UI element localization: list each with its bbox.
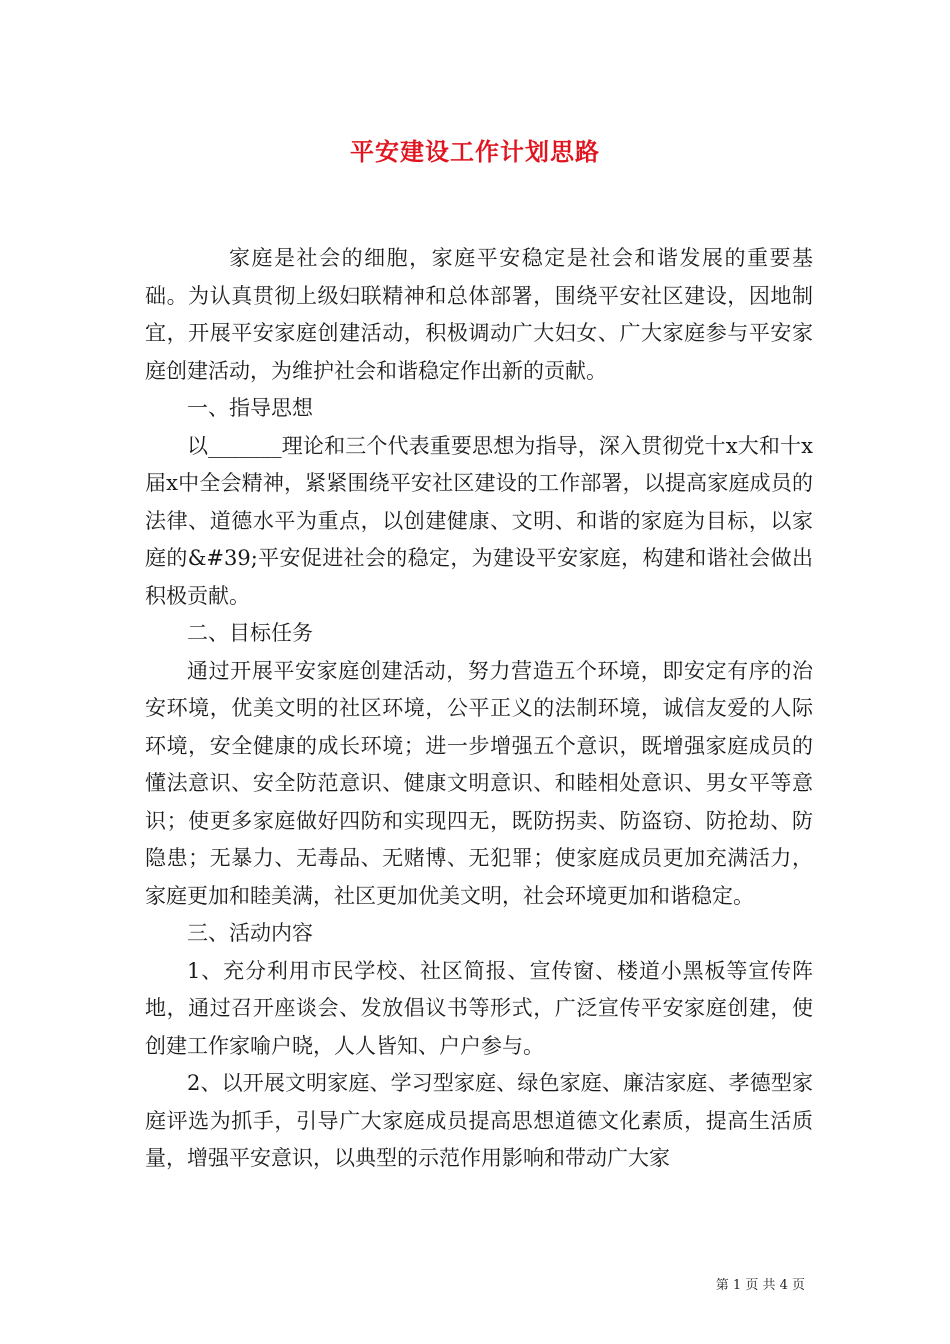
guiding-ideology-paragraph: 以_______理论和三个代表重要思想为指导，深入贯彻党十x大和十x届x中全会精神，紧紧围绕平安社区建设的工作部署，以提高家庭成员的法律、道德水平为重点，以创建健康、文明、和谐的家庭为目标，以家庭的&#39;平安促进社会的稳定，为建设平安家庭，构建和谐社会做出积极贡献。 xyxy=(145,433,813,608)
section-heading-goals: 二、目标任务 xyxy=(187,621,313,645)
document-body xyxy=(145,240,813,1178)
page-number: 第 1 页 共 4 页 xyxy=(715,1278,805,1293)
intro-paragraph: 家庭是社会的细胞，家庭平安稳定是社会和谐发展的重要基础。为认真贯彻上级妇联精神和总体部署，围绕平安社区建设，因地制宜，开展平安家庭创建活动，积极调动广大妇女、广大家庭参与平安家庭创建活动，为维护社会和谐稳定作出新的贡献。 xyxy=(145,246,813,383)
activity-item-1: 1、充分利用市民学校、社区简报、宣传窗、楼道小黑板等宣传阵地，通过召开座谈会、发放倡议书等形式，广泛宣传平安家庭创建，使创建工作家喻户晓，人人皆知、户户参与。 xyxy=(145,958,813,1058)
goals-paragraph: 通过开展平安家庭创建活动，努力营造五个环境，即安定有序的治安环境，优美文明的社区环境，公平正义的法制环境，诚信友爱的人际环境，安全健康的成长环境；进一步增强五个意识，既增强家庭成员的懂法意识、安全防范意识、健康文明意识、和睦相处意识、男女平等意识；使更多家庭做好四防和实现四无，既防拐卖、防盗窃、防抢劫、防隐患；无暴力、无毒品、无赌博、无犯罪；使家庭成员更加充满活力，家庭更加和睦美满，社区更加优美文明，社会环境更加和谐稳定。 xyxy=(145,658,813,908)
section-heading-guiding-ideology: 一、指导思想 xyxy=(187,396,313,420)
activity-item-2: 2、以开展文明家庭、学习型家庭、绿色家庭、廉洁家庭、孝德型家庭评选为抓手，引导广大家庭成员提高思想道德文化素质，提高生活质量，增强平安意识，以典型的示范作用影响和带动广大家 xyxy=(145,1071,813,1170)
document-title: 平安建设工作计划思路 xyxy=(350,137,600,166)
section-heading-activities: 三、活动内容 xyxy=(187,921,313,945)
